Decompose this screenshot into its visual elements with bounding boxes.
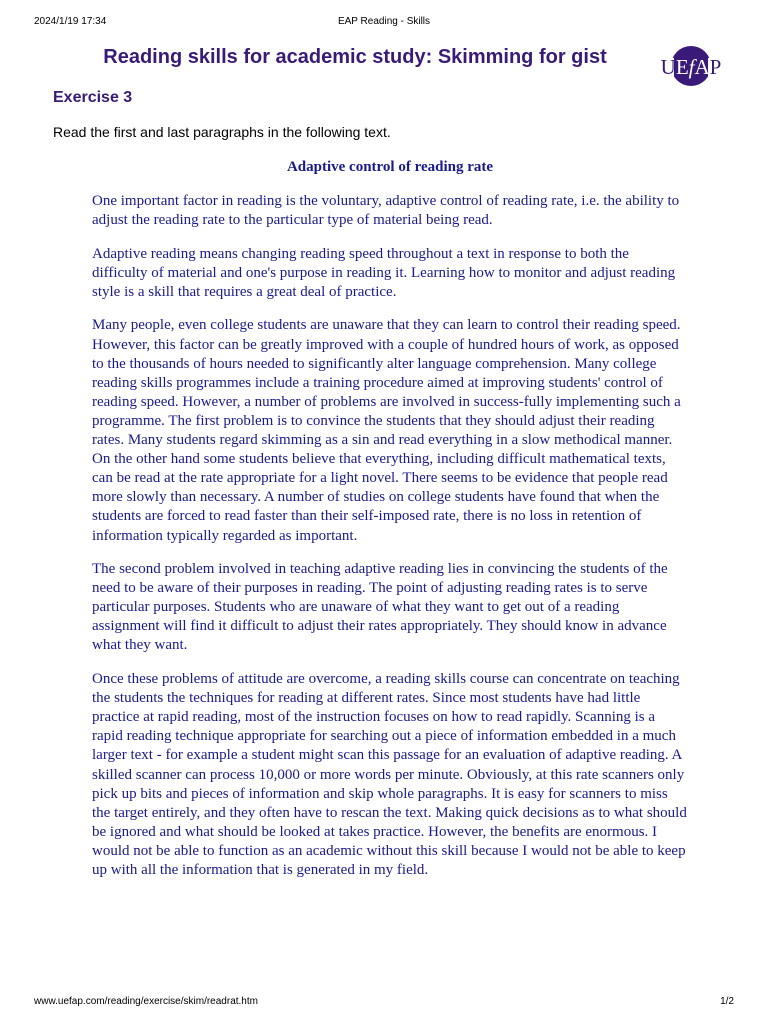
logo-text-dark: UEfAP	[660, 55, 722, 79]
page-number: 1/2	[720, 996, 734, 1007]
print-page-title: EAP Reading - Skills	[337, 16, 431, 27]
print-url[interactable]: www.uefap.com/reading/exercise/skim/readrat.htm	[34, 996, 258, 1007]
article-body	[92, 192, 688, 895]
print-datetime: 2024/1/19 17:34	[34, 16, 107, 27]
print-header	[34, 16, 734, 30]
paragraph-1: One important factor in reading is the voluntary, adaptive control of reading rate, i.e. the ability to adjust the reading rate to the particular type of material being read.	[92, 193, 680, 229]
paragraph-3: Many people, even college students are unaware that they can learn to control their reading speed. However, this factor can be greatly improved with a couple of hundred hours of work, as opposed to the thousands of hours needed to significantly alter language comprehension. Many college reading skills programmes include a training procedure aimed at improving students' control of reading speed. However, a number of problems are involved in success-fully implementing such a programme. The first problem is to convince the students that they should adjust their reading rates. Many students regard skimming as a sin and read everything in a slow methodical manner. On the other hand some students believe that everything, including difficult mathematical texts, can be read at the rate appropriate for a light novel. There seems to be evidence that people read more slowly than necessary. A number of studies on college students have found that when the students are forced to read faster than their self-imposed rate, there is no loss in retention of information typically regarded as important.	[92, 317, 681, 544]
print-footer	[34, 996, 734, 1010]
instruction-text: Read the first and last paragraphs in the following text.	[53, 124, 391, 140]
page-title: Reading skills for academic study: Skimming for gist	[103, 46, 607, 68]
paragraph-2: Adaptive reading means changing reading speed throughout a text in response to both the difficulty of material and one's purpose in reading it. Learning how to monitor and adjust reading style is a skill that requires a great deal of practice.	[92, 245, 676, 300]
paragraph-4: The second problem involved in teaching adaptive reading lies in convincing the students of the need to be aware of their purposes in reading. The point of adjusting reading rates is to serve particular purposes. Students who are unaware of what they want to get out of a reading assignment will find it difficult to adjust their rates appropriately. They should know in advance what they want.	[92, 561, 668, 654]
uefap-logo[interactable]	[654, 44, 728, 88]
uefap-logo-graphic	[654, 44, 728, 88]
text-title: Adaptive control of reading rate	[286, 159, 494, 175]
exercise-heading: Exercise 3	[53, 89, 133, 106]
paragraph-5: Once these problems of attitude are overcome, a reading skills course can concentrate on teaching the students the techniques for reading at different rates. Since most students have had little practice at rapid reading, most of the instruction focuses on how to read rapidly. Scanning is a rapid reading technique appropriate for searching out a piece of information embedded in a much larger text - for example a student might scan this passage for an evaluation of adaptive reading. A skilled scanner can process 10,000 or more words per minute. Obviously, at this rate scanners only pick up bits and pieces of information and skip whole paragraphs. It is easy for scanners to miss the target entirely, and they often have to rescan the text. Making quick decisions as to what should be ignored and what should be looked at takes practice. However, the benefits are enormous. I would not be able to function as an academic without this skill because I would not be able to keep up with all the information that is generated in my field.	[92, 671, 687, 878]
